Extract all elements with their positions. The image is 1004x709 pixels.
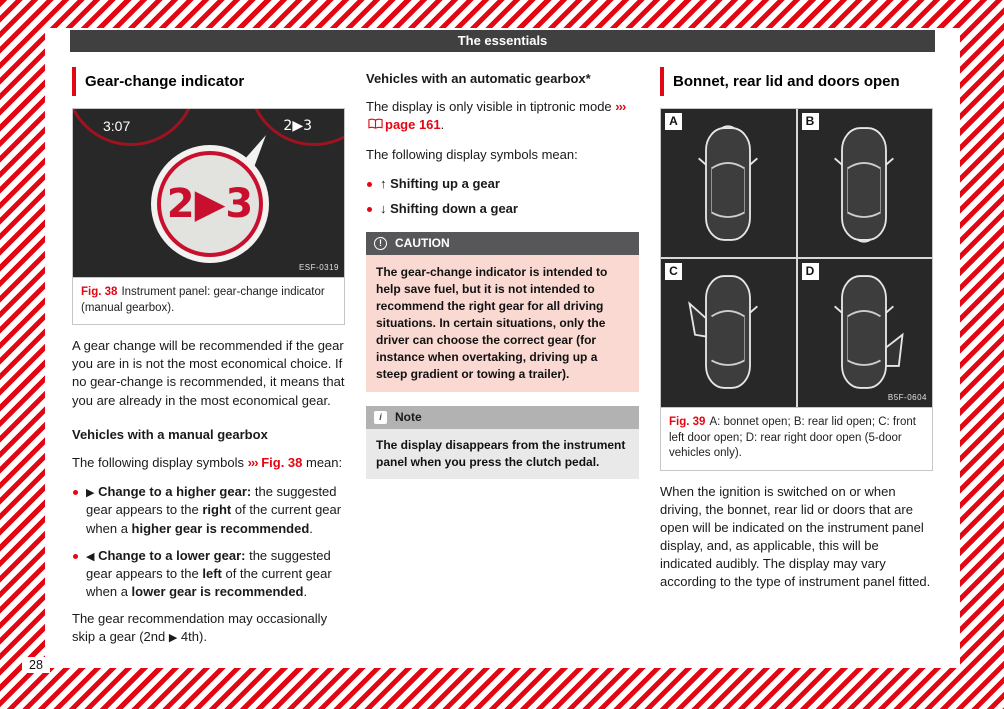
text-run-bold: Change to a higher gear: <box>98 484 252 500</box>
text-run: the suggested gear appears to the <box>86 484 337 518</box>
note-body: The display disappears from the instrument panel when you press the clutch pedal. <box>366 429 639 479</box>
section-heading-bonnet-doors: Bonnet, rear lid and doors open <box>660 67 933 96</box>
page-content <box>45 28 960 668</box>
list-item-shift-up <box>366 175 639 193</box>
bullet-icon <box>73 490 78 495</box>
column-bonnet-doors <box>660 67 933 658</box>
figure-39-code: B5F-0604 <box>887 392 927 402</box>
figure-reference: Fig. 38 <box>261 454 303 470</box>
triangle-left-icon: ◀ <box>86 549 95 563</box>
quadrant-divider-horizontal <box>661 257 932 259</box>
paragraph-gear-recommendation: A gear change will be recommended if the gear you are in is not the most economical choice. If no gear-change is recommended, it means that you are already in the most economical gear. <box>72 338 345 408</box>
text-run-bold: Change to a lower gear: <box>98 547 246 563</box>
subheading-automatic-gearbox: Vehicles with an automatic gearbox* <box>366 71 591 86</box>
book-reference-icon <box>368 118 383 130</box>
text-run: of the current gear when a <box>86 502 342 536</box>
page-number: 28 <box>22 657 50 673</box>
text-run: The gear recommendation may occasionally skip a gear (2nd <box>72 611 328 645</box>
text-run: The following display symbols <box>72 454 248 470</box>
caution-icon-glyph: ! <box>379 238 382 249</box>
list-item-lower-gear <box>72 547 345 602</box>
text-run: . <box>303 584 308 600</box>
list-item-higher-gear <box>72 483 345 538</box>
cross-ref-chevrons-icon: ››› <box>615 99 626 115</box>
text-run-bold: higher gear is recommended <box>131 520 310 536</box>
text-run-bold: Shifting up a gear <box>390 175 500 191</box>
display-gear-indicator: 2▶3 <box>283 118 312 134</box>
triangle-right-icon: ▶ <box>168 631 178 645</box>
figure-39-image <box>661 109 932 407</box>
column-automatic-gearbox <box>366 67 639 658</box>
figure-38-label: Fig. 38 <box>81 286 118 298</box>
text-run: the suggested gear appears to the <box>86 547 331 581</box>
paragraph-ignition-indication: When the ignition is switched on or when driving, the bonnet, rear lid or doors that are open will be indicated on the instrument panel display, and, as applicable, this will be indicated audibly. The display may vary according to the type of instrument panel fitted. <box>660 483 931 590</box>
list-item-text <box>86 483 345 538</box>
arrow-up-icon: ↑ <box>380 175 387 191</box>
car-rear-right-door-open-illustration <box>820 263 908 401</box>
triangle-right-icon: ▶ <box>86 486 95 500</box>
car-rear-lid-open-illustration <box>820 115 908 253</box>
text-run: of the current gear when a <box>86 565 332 600</box>
quadrant-label-c: C <box>665 263 682 280</box>
car-bonnet-open-illustration <box>684 115 772 253</box>
paragraph-tiptronic <box>366 98 639 134</box>
text-run: . <box>440 117 445 133</box>
note-header <box>366 406 639 429</box>
quadrant-label-a: A <box>665 113 682 130</box>
list-item-shift-down <box>366 200 639 218</box>
speech-bubble <box>157 151 263 257</box>
figure-38-caption-text: Instrument panel: gear-change indicator (manual gearbox). <box>81 286 325 314</box>
quadrant-label-d: D <box>802 263 819 280</box>
list-item-text <box>380 200 639 218</box>
figure-38 <box>72 108 345 325</box>
text-run: The display is only visible in tiptronic mode <box>366 99 616 115</box>
text-run: mean: <box>302 454 343 470</box>
text-run-bold: left <box>202 565 222 581</box>
speech-bubble-gear: 2▶3 <box>166 181 254 227</box>
bullet-icon <box>367 207 372 212</box>
figure-39-caption-text: A: bonnet open; B: rear lid open; C: front left door open; D: rear right door open (5-door vehicles only). <box>669 416 916 460</box>
caution-icon <box>374 237 387 250</box>
figure-39-label: Fig. 39 <box>669 416 706 428</box>
caution-box <box>366 232 639 392</box>
text-run-bold: Shifting down a gear <box>390 200 518 216</box>
figure-39 <box>660 108 933 471</box>
note-box <box>366 406 639 479</box>
info-icon-glyph: i <box>379 412 382 423</box>
gauge-arc-left-icon <box>73 109 197 146</box>
caution-header <box>366 232 639 255</box>
columns <box>45 52 960 658</box>
list-item-text <box>86 547 345 602</box>
caution-title: CAUTION <box>395 236 450 251</box>
text-run-bold: lower gear is recommended <box>131 584 304 600</box>
chapter-header: The essentials <box>70 30 935 52</box>
figure-38-image <box>73 109 344 277</box>
text-run: 4th). <box>177 629 207 645</box>
text-run: . <box>309 520 313 536</box>
display-clock: 3:07 <box>103 118 131 134</box>
subheading-manual-gearbox: Vehicles with a manual gearbox <box>72 426 268 442</box>
list-item-text <box>380 175 639 193</box>
note-title: Note <box>395 410 422 425</box>
section-heading-gear-change: Gear-change indicator <box>72 67 345 96</box>
cross-ref-chevrons-icon: ››› <box>247 454 258 470</box>
arrow-down-icon: ↓ <box>380 200 387 216</box>
text-run-bold: right <box>202 502 232 518</box>
info-icon <box>374 411 387 424</box>
car-front-left-door-open-illustration <box>684 263 772 401</box>
figure-38-code: ESF-0319 <box>298 262 339 272</box>
bullet-icon <box>367 182 372 187</box>
bullet-icon <box>73 554 78 559</box>
quadrant-label-b: B <box>802 113 819 130</box>
figure-39-caption <box>661 407 932 470</box>
column-gear-change <box>72 67 345 658</box>
paragraph-skip-gear <box>72 610 345 646</box>
paragraph-symbols-intro-manual <box>72 454 345 472</box>
figure-38-caption <box>73 277 344 324</box>
caution-body: The gear-change indicator is intended to help save fuel, but it is not intended to recommend the right gear for all driving situations. In certain situations, only the driver can choose the correct gear (for instance when overtaking, driving up a steep gradient or towing a trailer). <box>366 255 639 392</box>
paragraph-symbols-intro-auto: The following display symbols mean: <box>366 146 578 162</box>
page-reference: page 161 <box>385 117 441 133</box>
